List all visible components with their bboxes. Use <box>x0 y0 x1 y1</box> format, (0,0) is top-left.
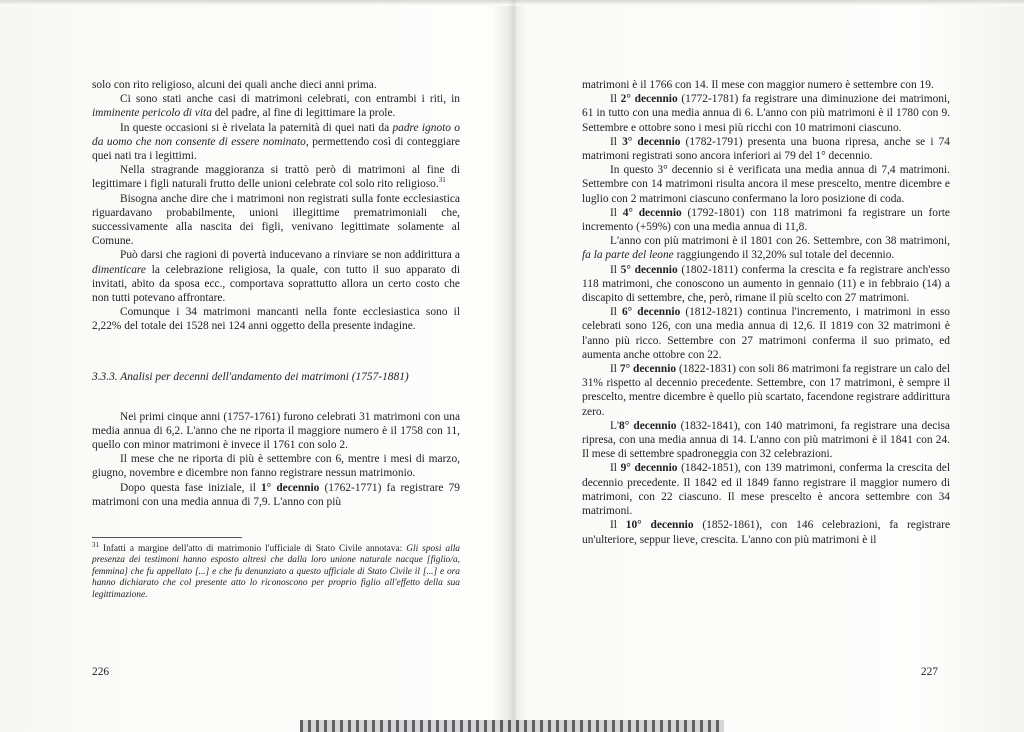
text: In questo 3° decennio si è verificata una media annua di 7,4 matrimoni. Settembre con 14 matrimoni risulta ancora il mese prescelto, mentre dicembre e luglio con 2 matrimoni ciascuno confermano la loro posizione di coda. <box>582 164 950 205</box>
bold-text: 6° decennio <box>621 306 681 319</box>
text: solo con rito religioso, alcuni dei quali anche dieci anni prima. <box>92 79 377 91</box>
text: L'anno con più matrimoni è il 1801 con 26. Settembre, con 38 matrimoni, <box>610 235 950 248</box>
text: Dopo questa fase iniziale, il <box>120 481 261 494</box>
text: Ci sono stati anche casi di matrimoni celebrati, con entrambi i riti, in <box>120 93 460 106</box>
bold-text: 4° decennio <box>622 206 682 219</box>
text: (1812-1821) continua l'incremento, i matrimoni in esso celebrati sono 126, con una media annua di 12,6. Il 1819 con 32 matrimoni è l'anno più ricco. Settembre con 27 matrimoni conferma il suo primato, ed aumenta anche ottobre con 22. <box>582 306 950 361</box>
text: Il <box>610 206 623 219</box>
text: (1792-1801) con 118 matrimoni fa registrare un forte incremento (+59%) con una media annua di 11,8. <box>582 206 950 234</box>
section-heading: 3.3.3. Analisi per decenni dell'andamento dei matrimoni (1757-1881) <box>92 370 409 383</box>
text: (1842-1851), con 139 matrimoni, conferma la crescita del decennio precedente. Il 1842 ed il 1849 fanno registrare il maggior numero di matrimoni, con 22 ciascuno. Il mese prescelto è ancora settembre con 34 matrimoni. <box>582 462 950 518</box>
text: (1782-1791) presenta una buona ripresa, anche se i 74 matrimoni registrati sono ancora inferiori ai 79 del 1° decennio. <box>582 135 950 163</box>
text: raggiungendo il 32,20% sul totale del decennio. <box>673 249 895 262</box>
bold-text: 7° decennio <box>619 363 677 376</box>
text: Il <box>610 263 621 276</box>
text: Il <box>610 363 620 376</box>
paragraph <box>582 135 950 163</box>
text: In queste occasioni si è rivelata la paternità di quei nati da <box>120 121 393 134</box>
text: del padre, al fine di legittimare la prole. <box>211 107 396 120</box>
bold-text: 3° decennio <box>622 135 681 148</box>
bold-text: 1° decennio <box>260 481 320 494</box>
paragraph <box>92 481 460 509</box>
paragraph <box>582 78 950 92</box>
text: Può darsi che ragioni di povertà inducevano a rinviare se non addirittura a <box>120 249 460 262</box>
text: Il mese che ne riporta di più è settembre con 6, mentre i mesi di marzo, giugno, novembre e dicembre non fanno registrare nessun matrimonio. <box>92 453 460 480</box>
text: Il <box>610 306 622 319</box>
footnote <box>92 540 460 601</box>
page-number: 226 <box>92 666 110 678</box>
italic-text: Gli sposi alla presenza dei testimoni hanno esposto altresì che dalla loro unione naturale nacque [figlio/a, femmina] che fu appellato [...] e che fu denunziato a questo ufficiale di Stato Civile il [...] e ora hanno dichiarato che col presente atto lo riconoscono per proprio figlio all'effetto della sua legittimazione. <box>92 544 460 600</box>
bold-text: 10° decennio <box>625 519 694 532</box>
paragraph <box>92 192 460 249</box>
paragraph <box>582 263 950 306</box>
text: (1762-1771) fa registrare 79 matrimoni con una media annua di 7,9. L'anno con più <box>92 481 460 508</box>
paragraph <box>582 362 950 419</box>
paragraph <box>92 92 460 120</box>
scan-edge-strip <box>300 720 724 732</box>
paragraph <box>582 419 950 462</box>
footnote-ref: 31 <box>438 176 446 185</box>
footnote-divider <box>92 537 242 538</box>
paragraph <box>92 452 460 480</box>
text: (1802-1811) conferma la crescita e fa registrare anch'esso 118 matrimoni, che conoscono un aumento in gennaio (11) e in febbraio (14) a discapito di settembre, che, però, rimane il più scelto con 27 matrimoni. <box>582 263 950 305</box>
paragraph <box>582 163 950 206</box>
text: Nei primi cinque anni (1757-1761) furono celebrati 31 matrimoni con una media annua di 6,2. L'anno che ne riporta il maggiore numero è il 1758 con 11, quello con minor matrimoni è invece il 1761 con solo 2. <box>92 410 460 452</box>
paragraph <box>582 234 950 262</box>
text: (1822-1831) con soli 86 matrimoni fa registrare un calo del 31% rispetto al decennio precedente. Settembre, con 17 matrimoni, è sempre il prescelto, mentre dicembre è quello più scartato, facendone registrare addirittura zero. <box>582 363 950 418</box>
page-number: 227 <box>920 666 938 678</box>
text: Il <box>610 519 626 532</box>
italic-text: fa la parte del leone <box>582 249 674 262</box>
text: (1852-1861), con 146 celebrazioni, fa registrare un'ulteriore, seppur lieve, crescita. L'anno con più matrimoni è il <box>582 519 951 546</box>
text: Il <box>610 462 621 475</box>
italic-text: padre ignoto o da uomo che non consente di essere nominato <box>92 121 461 148</box>
text: matrimoni è il 1766 con 14. Il mese con maggior numero è settembre con 19. <box>582 79 934 91</box>
text: Bisogna anche dire che i matrimoni non registrati sulla fonte ecclesiastica riguardavano probabilmente, unioni illegittime prematrimoniali che, successivamente alla nascita dei figli, venivano legittimate solamente al Comune. <box>92 192 460 248</box>
text: (1832-1841), con 140 matrimoni, fa registrare una decisa ripresa, con una media annua di 14. L'anno con più matrimoni è il 1841 con 24. Il mese di settembre spadroneggia con 32 celebrazioni. <box>582 419 950 461</box>
bold-text: 9° decennio <box>620 462 678 475</box>
paragraph <box>92 248 460 305</box>
paragraph <box>92 163 460 191</box>
text: Il <box>610 93 621 106</box>
paragraph <box>582 206 950 234</box>
paragraph <box>582 518 950 546</box>
text: (1772-1781) fa registrare una diminuzione dei matrimoni, 61 in tutto con una media annua di 6. L'anno con più matrimoni è il 1780 con 9. Settembre e ottobre sono i mesi più ricchi con 10 matrimoni ciascuno. <box>582 93 950 134</box>
bold-text: 8° decennio <box>619 419 677 432</box>
text: L' <box>610 419 620 432</box>
right-page <box>512 0 1024 732</box>
paragraph <box>92 78 460 92</box>
paragraph <box>92 410 460 453</box>
paragraph <box>582 92 950 135</box>
text: Nella stragrande maggioranza si trattò però di matrimoni al fine di legittimare i figli naturali frutto delle unioni celebrate col solo rito religioso. <box>92 164 460 191</box>
bold-text: 2° decennio <box>620 93 678 106</box>
italic-text: imminente pericolo di vita <box>92 107 212 120</box>
paragraph <box>92 305 460 333</box>
bold-text: 5° decennio <box>620 263 678 276</box>
footnote-number: 31 <box>92 540 99 549</box>
text: Infatti a margine dell'atto di matrimonio l'ufficiale di Stato Civile annotava: <box>99 544 407 555</box>
italic-text: dimenticare <box>92 263 146 276</box>
text: Comunque i 34 matrimoni mancanti nella fonte ecclesiastica sono il 2,22% del totale dei 1528 nei 124 anni oggetto della presente indagine. <box>92 306 460 333</box>
paragraph <box>582 305 950 362</box>
paragraph <box>582 461 950 518</box>
text: Il <box>610 135 623 148</box>
paragraph <box>92 121 460 164</box>
text: la celebrazione religiosa, la quale, con tutto il suo apparato di invitati, abito da sposa ecc., comportava soprattutto allora un certo costo che non tutti potevano affrontare. <box>92 263 460 305</box>
text: , permettendo così di conteggiare quei nati tra i legittimi. <box>92 135 460 163</box>
